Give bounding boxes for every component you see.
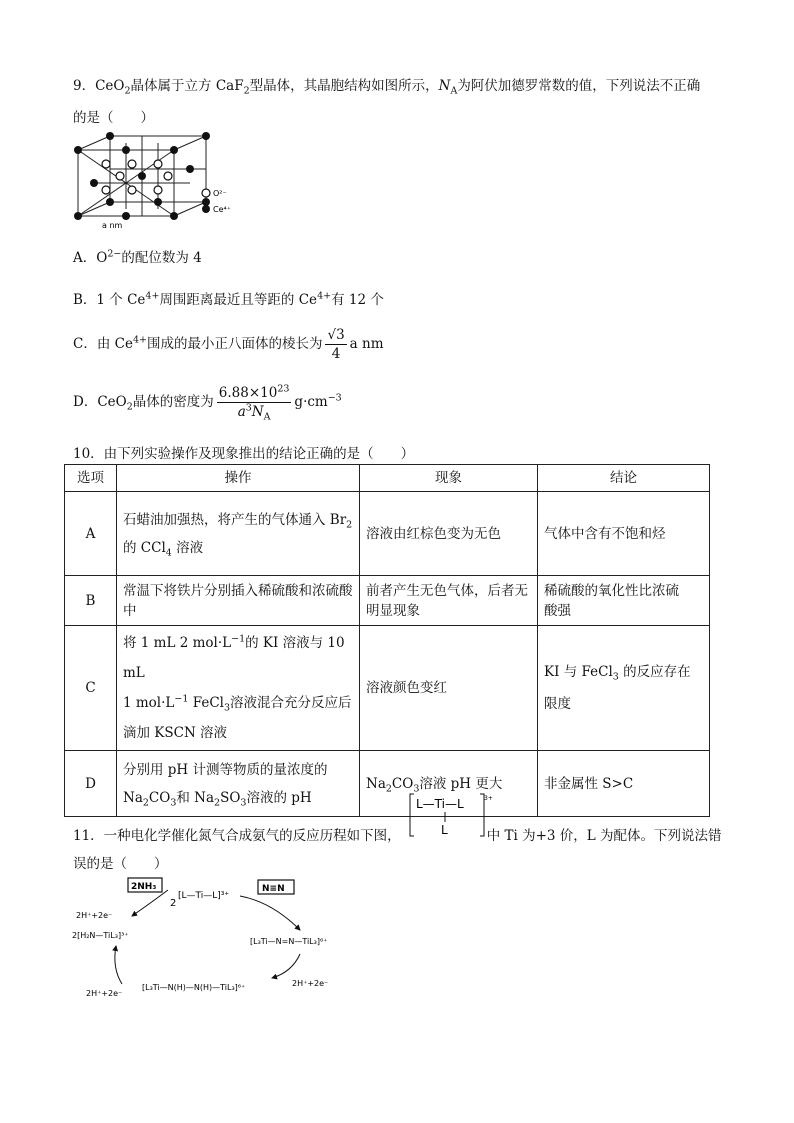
svg-text:L—Ti—L: L—Ti—L — [416, 797, 464, 811]
table-row: A 石蜡油加强热，将产生的气体通入 $Br_2$ 的 CCl$_4$ 溶液 溶液由红棕色变为无色 气体中含有不饱和烃 — [65, 492, 710, 576]
header-operation: 操作 — [117, 465, 360, 492]
table-row: D 分别用 pH 计测等物质的量浓度的 $Na_2CO_3$和 $Na_2SO_3$溶液的 pH $Na_2CO_3$溶液 pH 更大 非金属性 S>C — [65, 751, 710, 817]
q9-option-b: B．1 个 $Ce^{4+}$周围距离最近且等距的 $Ce^{4+}$有 12 个 — [73, 290, 384, 308]
q10-stem: 10．由下列实验操作及现象推出的结论正确的是（ ） — [73, 446, 415, 462]
svg-text:3+: 3+ — [484, 795, 493, 802]
svg-text:L: L — [441, 823, 448, 837]
svg-text:2H⁺+2e⁻: 2H⁺+2e⁻ — [76, 911, 113, 920]
q11-stem-line2: 误的是（ ） — [73, 856, 168, 872]
q9-stem-line2: 的是（ ） — [73, 110, 154, 126]
crystal-cell-figure — [72, 130, 247, 230]
svg-text:[L—Ti—L]³⁺: [L—Ti—L]³⁺ — [178, 891, 230, 901]
svg-text:N≡N: N≡N — [262, 884, 285, 894]
svg-text:2H⁺+2e⁻: 2H⁺+2e⁻ — [86, 989, 123, 998]
reaction-cycle-diagram — [72, 872, 372, 1012]
svg-text:2: 2 — [170, 898, 177, 909]
table-row: C 将 1 mL 2 $mol\cdot L^{-1}$的 KI 溶液与 10 mL 1 $mol\cdot L^{-1}$ FeCl$_3$溶液混合充分反应后 滴加 KSCN 溶液 溶液颜色变红 KI 与 FeCl$_3$ 的反应存在 限度 — [65, 626, 710, 751]
q10-table — [64, 464, 710, 817]
q9-stem-line1: 9．CeO$_2$晶体属于立方 CaF$_2$型晶体，其晶胞结构如图所示，$N_A$为阿伏加德罗常数的值，下列说法不正确 — [73, 78, 701, 97]
svg-text:[L₃Ti—N=N—TiL₃]⁶⁺: [L₃Ti—N=N—TiL₃]⁶⁺ — [250, 937, 328, 946]
svg-text:2NH₃: 2NH₃ — [131, 882, 157, 892]
svg-text:2[H₂N—TiL₃]³⁺: 2[H₂N—TiL₃]³⁺ — [72, 931, 129, 940]
header-conclusion: 结论 — [538, 465, 710, 492]
svg-text:O²⁻: O²⁻ — [213, 189, 227, 198]
ti-complex-structure — [410, 790, 493, 840]
q9-option-d: D．CeO$_2$晶体的密度为 $\frac{6.88\times 10^{23}}{a^3N_A}$ $g\cdot cm^{-3}$ — [73, 383, 342, 423]
header-phenomenon: 现象 — [360, 465, 538, 492]
q11-stem-line1: 11．一种电化学催化氮气合成氨气的反应历程如下图， 中 Ti 为+3 价，L 为配体。下列说法错 — [73, 828, 722, 844]
table-row: B 常温下将铁片分别插入稀硫酸和浓硫酸 中 前者产生无色气体，后者无 明显现象 稀硫酸的氧化性比浓硫 酸强 — [65, 576, 710, 626]
svg-text:[L₃Ti—N(H)—N(H)—TiL₃]⁶⁺: [L₃Ti—N(H)—N(H)—TiL₃]⁶⁺ — [142, 983, 246, 992]
header-option: 选项 — [65, 465, 117, 492]
svg-text:Ce⁴⁺: Ce⁴⁺ — [213, 205, 231, 214]
q9-option-a: A．$O^{2-}$的配位数为 4 — [73, 248, 202, 266]
svg-text:a nm: a nm — [102, 221, 123, 230]
q9-option-c: C．由 $Ce^{4+}$围成的最小正八面体的棱长为 $\frac{√3}{4}$ a nm — [73, 327, 384, 362]
table-header-row — [65, 465, 710, 492]
svg-text:2H⁺+2e⁻: 2H⁺+2e⁻ — [292, 979, 329, 988]
